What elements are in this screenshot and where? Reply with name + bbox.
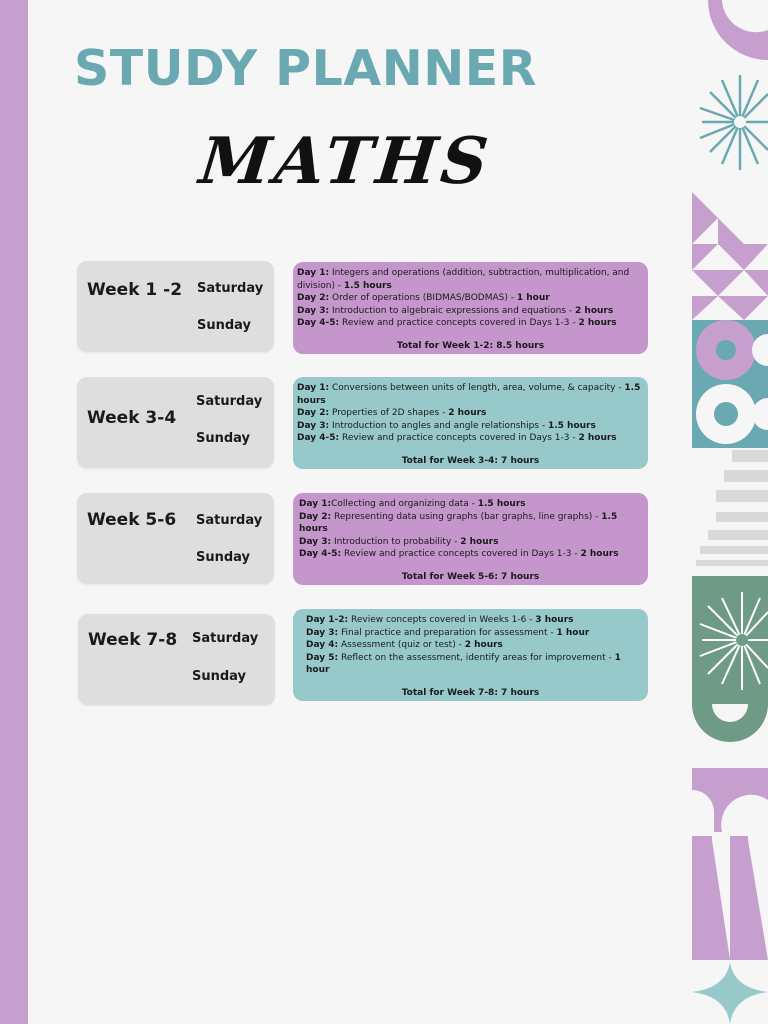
saturday-label: Saturday [192, 631, 259, 646]
plan-line: Day 4-5: Review and practice concepts covered in Days 1-3 - 2 hours [297, 318, 617, 329]
plan-line: Day 1-2: Review concepts covered in Weeks 1-6 - 3 hours [306, 615, 574, 625]
plan-line: Day 3: Final practice and preparation for assessment - 1 hour [306, 627, 590, 638]
plan-line: Day 2: Representing data using graphs (bar graphs, line graphs) - 1.5 hours [299, 511, 618, 535]
plan-line: Day 1:Collecting and organizing data - 1.5 hours [299, 499, 526, 509]
decorative-pattern [692, 0, 768, 1024]
plan-line: Day 2: Properties of 2D shapes - 2 hours [297, 408, 487, 419]
week-card-1 [77, 261, 274, 352]
week-card-3 [77, 493, 274, 584]
plan-line: Day 5: Reflect on the assessment, identify areas for improvement - 1 hour [306, 652, 621, 676]
week-details-4 [293, 609, 648, 701]
plan-line: Day 3: Introduction to algebraic expressions and equations - 2 hours [297, 305, 614, 316]
week-details-1 [293, 262, 648, 354]
week-card-2 [77, 377, 274, 468]
week-label: Week 3-4 [87, 408, 177, 428]
plan-line: Day 4: Assessment (quiz or test) - 2 hours [306, 640, 503, 651]
plan-line: Day 1: Conversions between units of length, area, volume, & capacity - 1.5 hours [297, 383, 641, 406]
week-total: Total for Week 5-6: 7 hours [401, 572, 540, 582]
week-label: Week 7-8 [88, 630, 178, 650]
week-total: Total for Week 7-8: 7 hours [401, 688, 540, 698]
week-details-2 [293, 377, 648, 469]
week-label: Week 1 -2 [87, 280, 183, 300]
sunday-label: Sunday [196, 431, 251, 446]
plan-line: Day 1: Integers and operations (addition, subtraction, multiplication, and division) - 1.5 hours [297, 268, 630, 291]
subject-heading: MATHS [196, 124, 496, 199]
week-card-4 [78, 614, 275, 705]
plan-line: Day 3: Introduction to angles and angle relationships - 1.5 hours [297, 420, 596, 431]
page-title: STUDY PLANNER [74, 40, 537, 97]
plan-line: Day 4-5: Review and practice concepts covered in Days 1-3 - 2 hours [299, 549, 619, 560]
sunday-label: Sunday [196, 550, 251, 565]
plan-line: Day 4-5: Review and practice concepts covered in Days 1-3 - 2 hours [297, 433, 617, 444]
week-total: Total for Week 3-4: 7 hours [401, 456, 540, 466]
sunday-label: Sunday [197, 318, 252, 333]
sunday-label: Sunday [192, 669, 247, 684]
week-total: Total for Week 1-2: 8.5 hours [396, 341, 545, 351]
week-label: Week 5-6 [87, 510, 177, 530]
geometric-pattern-graphic [692, 0, 768, 1024]
saturday-label: Saturday [196, 394, 263, 409]
plan-line: Day 2: Order of operations (BIDMAS/BODMAS) - 1 hour [297, 293, 550, 304]
week-details-3 [293, 493, 648, 585]
saturday-label: Saturday [197, 281, 264, 296]
saturday-label: Saturday [196, 513, 263, 528]
plan-line: Day 3: Introduction to probability - 2 hours [299, 536, 499, 547]
left-accent-strip [0, 0, 28, 1024]
